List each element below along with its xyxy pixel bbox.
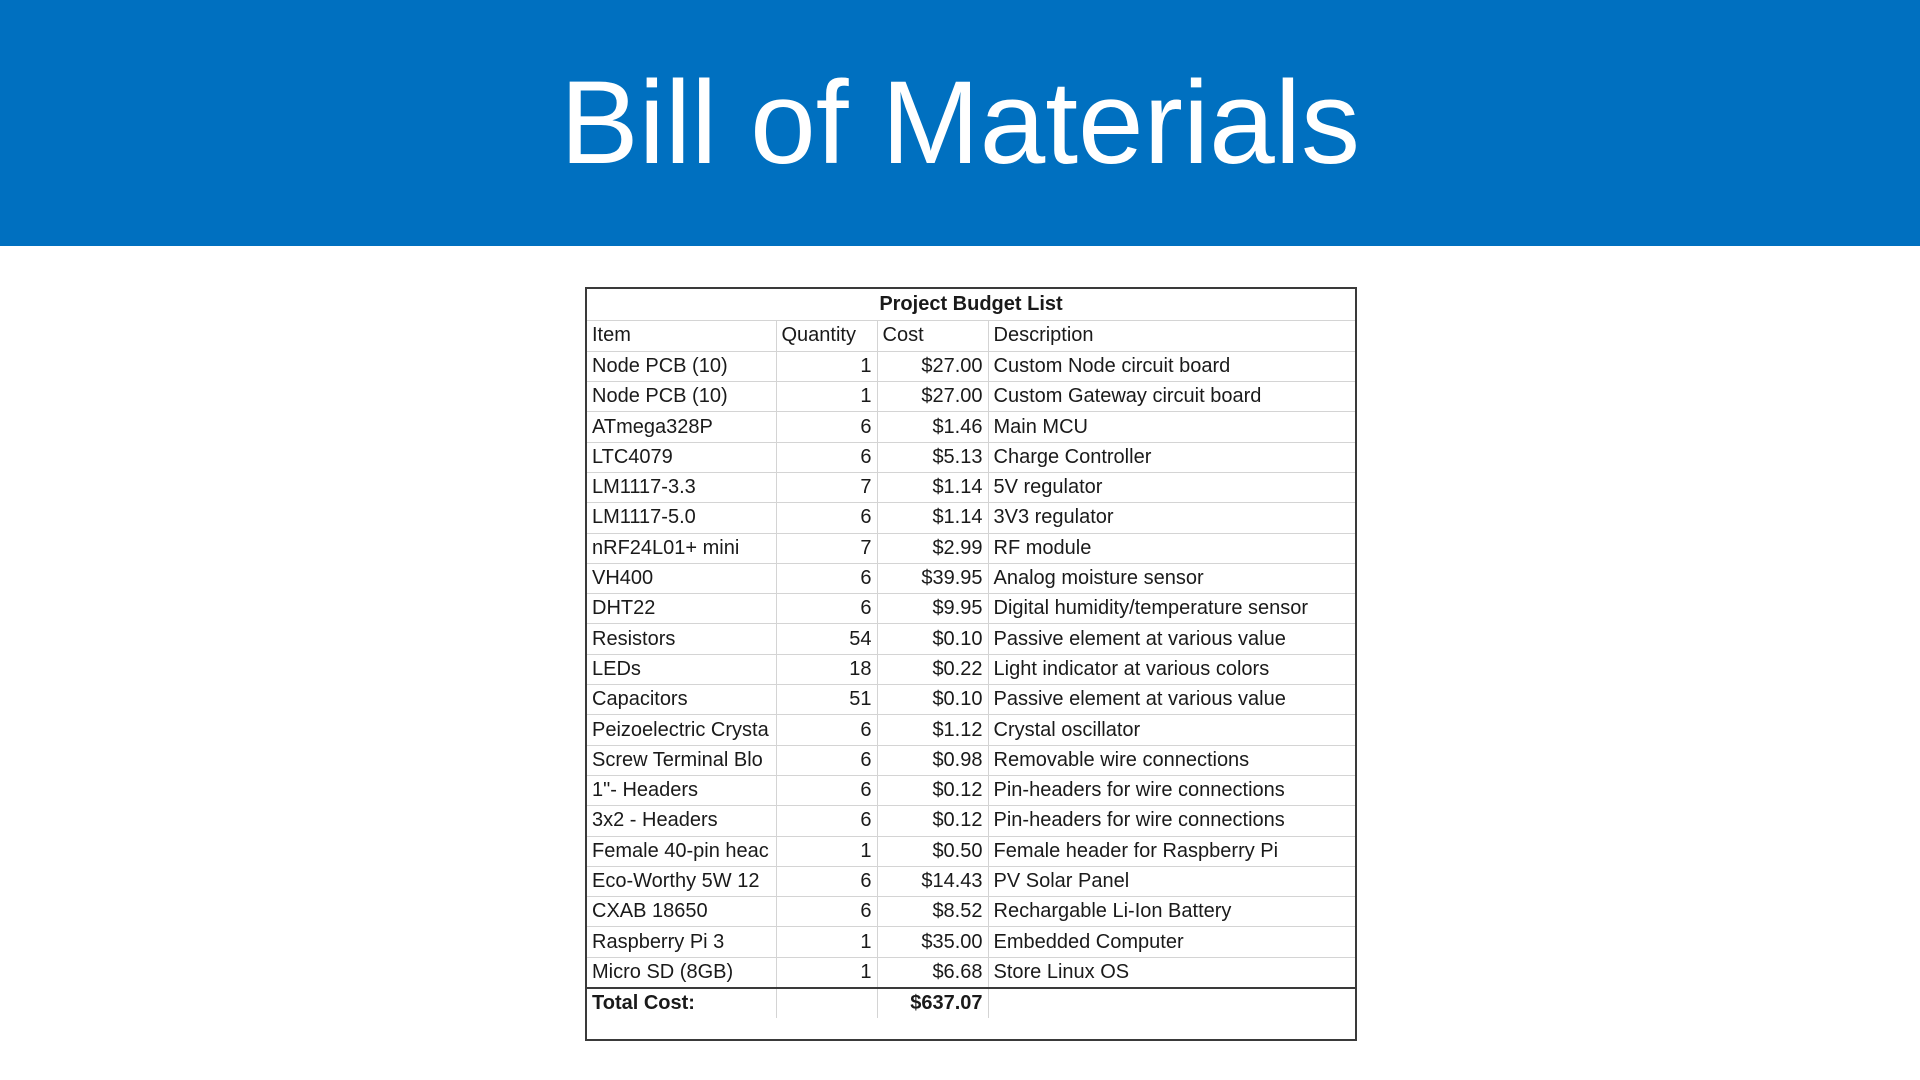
cell-description: 3V3 regulator bbox=[988, 503, 1355, 533]
header-quantity: Quantity bbox=[776, 321, 877, 351]
cell-description: Charge Controller bbox=[988, 442, 1355, 472]
cell-quantity: 6 bbox=[776, 412, 877, 442]
cell-item: LEDs bbox=[587, 654, 776, 684]
cell-cost: $0.50 bbox=[877, 836, 988, 866]
table-row bbox=[587, 503, 1355, 533]
cell-quantity: 6 bbox=[776, 594, 877, 624]
cell-item: Peizoelectric Crysta bbox=[587, 715, 776, 745]
cell-item: DHT22 bbox=[587, 594, 776, 624]
cell-quantity: 6 bbox=[776, 745, 877, 775]
cell-quantity: 6 bbox=[776, 563, 877, 593]
cell-description: Main MCU bbox=[988, 412, 1355, 442]
cell-item: Raspberry Pi 3 bbox=[587, 927, 776, 957]
table-row bbox=[587, 594, 1355, 624]
cell-cost: $0.12 bbox=[877, 775, 988, 805]
cell-description: Rechargable Li-Ion Battery bbox=[988, 897, 1355, 927]
cell-quantity: 1 bbox=[776, 927, 877, 957]
cell-quantity: 6 bbox=[776, 866, 877, 896]
cell-cost: $1.46 bbox=[877, 412, 988, 442]
cell-quantity: 6 bbox=[776, 503, 877, 533]
table-row bbox=[587, 775, 1355, 805]
table-row bbox=[587, 533, 1355, 563]
cell-cost: $8.52 bbox=[877, 897, 988, 927]
cell-cost: $0.10 bbox=[877, 624, 988, 654]
header-description: Description bbox=[988, 321, 1355, 351]
cell-item: nRF24L01+ mini bbox=[587, 533, 776, 563]
table-row bbox=[587, 836, 1355, 866]
cell-quantity: 7 bbox=[776, 472, 877, 502]
cell-cost: $0.12 bbox=[877, 806, 988, 836]
table-row bbox=[587, 351, 1355, 381]
cell-cost: $6.68 bbox=[877, 957, 988, 987]
cell-cost: $2.99 bbox=[877, 533, 988, 563]
total-label: Total Cost: bbox=[587, 988, 776, 1018]
total-description-cell bbox=[988, 988, 1355, 1018]
cell-item: Screw Terminal Blo bbox=[587, 745, 776, 775]
cell-description: Light indicator at various colors bbox=[988, 654, 1355, 684]
cell-item: Eco-Worthy 5W 12 bbox=[587, 866, 776, 896]
table-row bbox=[587, 685, 1355, 715]
budget-rows bbox=[587, 351, 1355, 987]
table-row bbox=[587, 382, 1355, 412]
cell-quantity: 6 bbox=[776, 806, 877, 836]
cell-quantity: 7 bbox=[776, 533, 877, 563]
budget-table bbox=[587, 321, 1355, 1018]
cell-cost: $0.98 bbox=[877, 745, 988, 775]
slide-title: Bill of Materials bbox=[559, 57, 1360, 189]
cell-description: Analog moisture sensor bbox=[988, 563, 1355, 593]
cell-cost: $39.95 bbox=[877, 563, 988, 593]
cell-description: Custom Node circuit board bbox=[988, 351, 1355, 381]
cell-description: Female header for Raspberry Pi bbox=[988, 836, 1355, 866]
cell-cost: $5.13 bbox=[877, 442, 988, 472]
cell-item: Female 40-pin heac bbox=[587, 836, 776, 866]
table-row bbox=[587, 927, 1355, 957]
cell-cost: $14.43 bbox=[877, 866, 988, 896]
cell-item: 3x2 - Headers bbox=[587, 806, 776, 836]
header-item: Item bbox=[587, 321, 776, 351]
cell-item: Resistors bbox=[587, 624, 776, 654]
cell-quantity: 51 bbox=[776, 685, 877, 715]
cell-description: PV Solar Panel bbox=[988, 866, 1355, 896]
cell-quantity: 6 bbox=[776, 775, 877, 805]
cell-quantity: 54 bbox=[776, 624, 877, 654]
cell-item: VH400 bbox=[587, 563, 776, 593]
table-row bbox=[587, 957, 1355, 987]
cell-cost: $9.95 bbox=[877, 594, 988, 624]
table-row bbox=[587, 745, 1355, 775]
cell-quantity: 1 bbox=[776, 382, 877, 412]
table-row bbox=[587, 654, 1355, 684]
total-quantity-cell bbox=[776, 988, 877, 1018]
table-row bbox=[587, 412, 1355, 442]
cell-description: Pin-headers for wire connections bbox=[988, 806, 1355, 836]
table-row bbox=[587, 472, 1355, 502]
cell-item: Micro SD (8GB) bbox=[587, 957, 776, 987]
total-row bbox=[587, 988, 1355, 1018]
cell-quantity: 1 bbox=[776, 351, 877, 381]
cell-quantity: 1 bbox=[776, 957, 877, 987]
cell-item: Capacitors bbox=[587, 685, 776, 715]
cell-item: Node PCB (10) bbox=[587, 382, 776, 412]
table-row bbox=[587, 806, 1355, 836]
cell-item: CXAB 18650 bbox=[587, 897, 776, 927]
header-cost: Cost bbox=[877, 321, 988, 351]
cell-cost: $35.00 bbox=[877, 927, 988, 957]
cell-item: 1"- Headers bbox=[587, 775, 776, 805]
cell-description: Pin-headers for wire connections bbox=[988, 775, 1355, 805]
cell-item: LM1117-3.3 bbox=[587, 472, 776, 502]
budget-spreadsheet bbox=[585, 287, 1357, 1041]
cell-cost: $1.14 bbox=[877, 503, 988, 533]
cell-cost: $27.00 bbox=[877, 382, 988, 412]
cell-quantity: 6 bbox=[776, 442, 877, 472]
cell-description: Custom Gateway circuit board bbox=[988, 382, 1355, 412]
total-value: $637.07 bbox=[877, 988, 988, 1018]
cell-description: Embedded Computer bbox=[988, 927, 1355, 957]
cell-cost: $1.12 bbox=[877, 715, 988, 745]
cell-description: RF module bbox=[988, 533, 1355, 563]
table-row bbox=[587, 715, 1355, 745]
cell-quantity: 18 bbox=[776, 654, 877, 684]
cell-cost: $0.22 bbox=[877, 654, 988, 684]
table-row bbox=[587, 442, 1355, 472]
cell-cost: $1.14 bbox=[877, 472, 988, 502]
cell-item: LTC4079 bbox=[587, 442, 776, 472]
cell-description: Digital humidity/temperature sensor bbox=[988, 594, 1355, 624]
cell-description: 5V regulator bbox=[988, 472, 1355, 502]
table-row bbox=[587, 866, 1355, 896]
cell-cost: $27.00 bbox=[877, 351, 988, 381]
cell-quantity: 1 bbox=[776, 836, 877, 866]
cell-item: ATmega328P bbox=[587, 412, 776, 442]
cell-quantity: 6 bbox=[776, 897, 877, 927]
cell-description: Crystal oscillator bbox=[988, 715, 1355, 745]
cell-description: Passive element at various value bbox=[988, 685, 1355, 715]
cell-description: Store Linux OS bbox=[988, 957, 1355, 987]
table-row bbox=[587, 563, 1355, 593]
cell-description: Passive element at various value bbox=[988, 624, 1355, 654]
table-row bbox=[587, 624, 1355, 654]
budget-title: Project Budget List bbox=[587, 289, 1355, 321]
table-row bbox=[587, 897, 1355, 927]
cell-description: Removable wire connections bbox=[988, 745, 1355, 775]
cell-item: Node PCB (10) bbox=[587, 351, 776, 381]
cell-quantity: 6 bbox=[776, 715, 877, 745]
header-row bbox=[587, 321, 1355, 351]
cell-item: LM1117-5.0 bbox=[587, 503, 776, 533]
cell-cost: $0.10 bbox=[877, 685, 988, 715]
